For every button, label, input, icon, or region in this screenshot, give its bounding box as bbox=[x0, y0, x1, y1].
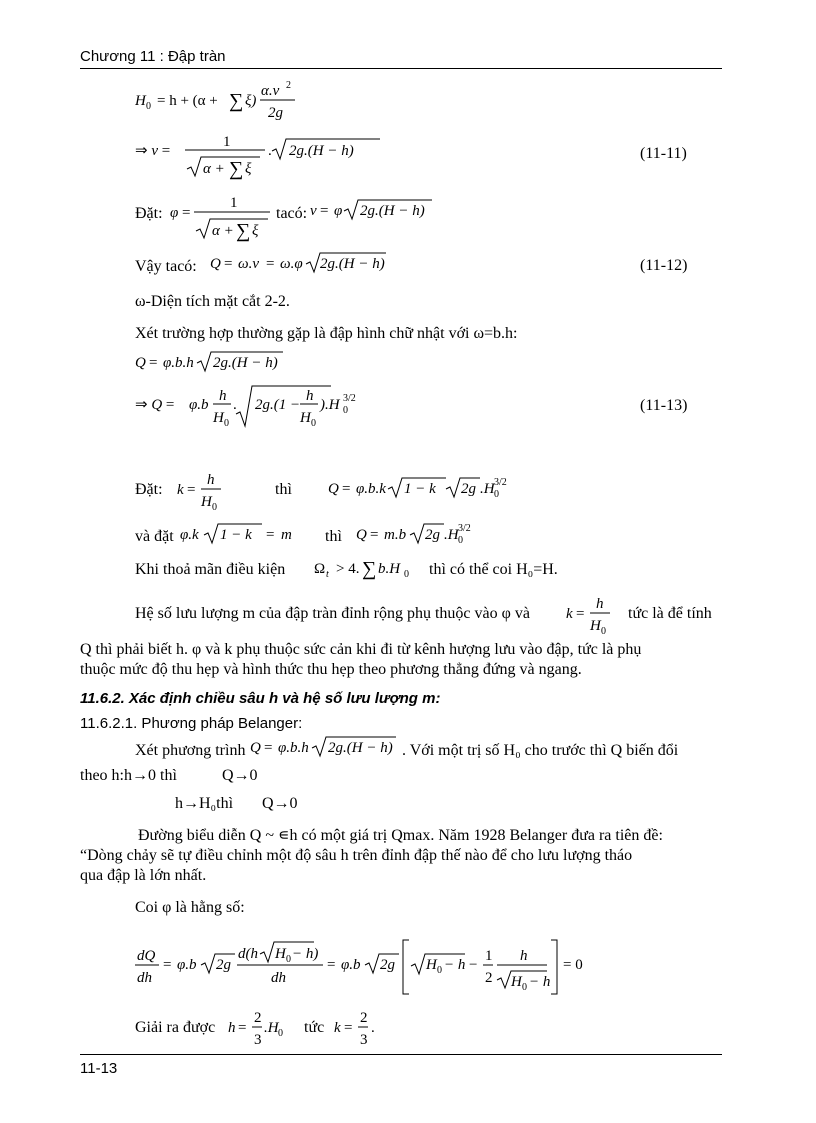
svg-text:=: = bbox=[576, 606, 585, 622]
equation-phi bbox=[170, 188, 280, 244]
svg-text:=: = bbox=[264, 740, 273, 756]
svg-text:∑: ∑ bbox=[236, 220, 251, 242]
svg-text:.: . bbox=[371, 1020, 375, 1036]
label-taco: tacó: bbox=[276, 205, 308, 222]
svg-text:φ.b.h: φ.b.h bbox=[163, 355, 194, 371]
svg-text:φ.b: φ.b bbox=[189, 397, 209, 413]
svg-text:Q: Q bbox=[210, 256, 221, 272]
svg-text:2g.(H − h): 2g.(H − h) bbox=[328, 740, 393, 756]
eq-number-11-12: (11-12) bbox=[640, 257, 688, 274]
section-heading: 11.6.2. Xác định chiều sâu h và hệ số lưu lượng m: bbox=[80, 690, 441, 707]
svg-text:− h: − h bbox=[444, 957, 466, 973]
svg-text:2: 2 bbox=[286, 80, 291, 91]
para1-post: tức là để tính bbox=[628, 605, 712, 622]
footer-rule bbox=[80, 1054, 722, 1055]
svg-text:dh: dh bbox=[137, 970, 152, 986]
rect-case-text: Xét trường hợp thường gặp là đập hình chữ nhật với ω=b.h: bbox=[135, 325, 518, 342]
svg-text:= h + (α +: = h + (α + bbox=[157, 93, 218, 109]
label-vay-taco: Vậy tacó: bbox=[135, 258, 197, 275]
equation-h0 bbox=[135, 76, 325, 122]
belanger-post: . Với một trị số H₀ cho trước thì Q biến đổi bbox=[402, 742, 679, 759]
equation-k-inline bbox=[564, 590, 624, 636]
svg-text:0: 0 bbox=[494, 489, 499, 500]
svg-text:=: = bbox=[266, 527, 275, 543]
belanger-line2b: Q→0 bbox=[222, 767, 258, 784]
equation-derivative bbox=[135, 936, 595, 998]
svg-text:2g: 2g bbox=[425, 527, 440, 543]
svg-text:α +: α + bbox=[212, 223, 234, 239]
equation-q-m bbox=[356, 518, 506, 548]
svg-text:=: = bbox=[163, 957, 172, 973]
svg-text:m.b: m.b bbox=[384, 527, 407, 543]
equation-k-def bbox=[175, 466, 235, 512]
svg-text:k: k bbox=[177, 482, 184, 498]
svg-text:=: = bbox=[149, 355, 158, 371]
svg-text:=: = bbox=[187, 482, 196, 498]
svg-text:2g.(H − h): 2g.(H − h) bbox=[320, 256, 385, 272]
svg-text:ω.φ: ω.φ bbox=[280, 256, 303, 272]
svg-text:Q: Q bbox=[250, 740, 261, 756]
svg-text:H: H bbox=[426, 957, 437, 973]
coi-phi-text: Coi φ là hằng số: bbox=[135, 899, 245, 916]
svg-text:.H: .H bbox=[444, 527, 459, 543]
svg-text:⇒ Q =: ⇒ Q = bbox=[135, 397, 175, 413]
eq-number-11-11: (11-11) bbox=[640, 145, 687, 162]
belanger-line2a: theo h:h→0 thì bbox=[80, 767, 177, 784]
svg-text:Ω: Ω bbox=[314, 561, 326, 577]
svg-text:Q: Q bbox=[135, 355, 146, 371]
equation-q-k bbox=[328, 472, 508, 502]
svg-text:0: 0 bbox=[311, 418, 316, 429]
svg-text:3/2: 3/2 bbox=[494, 477, 507, 488]
svg-text:H: H bbox=[275, 946, 286, 962]
svg-text:H: H bbox=[300, 410, 311, 426]
svg-text:k: k bbox=[334, 1020, 341, 1036]
equation-q-rect bbox=[135, 348, 315, 376]
svg-text:3/2: 3/2 bbox=[458, 523, 471, 534]
svg-text:0: 0 bbox=[286, 954, 291, 965]
svg-text:t: t bbox=[326, 569, 329, 580]
svg-text:Q: Q bbox=[356, 527, 367, 543]
svg-text:− h: − h bbox=[529, 974, 551, 990]
svg-text:= 0: = 0 bbox=[563, 957, 583, 973]
tuc-text: tức bbox=[304, 1019, 325, 1036]
svg-text:− h): − h) bbox=[292, 946, 319, 962]
svg-text:1: 1 bbox=[223, 134, 231, 150]
svg-text:0: 0 bbox=[343, 405, 348, 416]
label-va-dat: và đặt bbox=[135, 528, 174, 545]
svg-text:H: H bbox=[590, 618, 601, 634]
belanger-pre: Xét phương trình bbox=[135, 742, 246, 759]
svg-text:∑: ∑ bbox=[229, 90, 244, 112]
svg-text:.: . bbox=[268, 143, 272, 159]
label-dat-phi: Đặt: bbox=[135, 205, 163, 222]
svg-text:φ.b.h: φ.b.h bbox=[278, 740, 309, 756]
svg-text:b.H: b.H bbox=[378, 561, 401, 577]
svg-text:2g: 2g bbox=[461, 481, 476, 497]
svg-text:h: h bbox=[520, 948, 528, 964]
svg-text:> 4.: > 4. bbox=[336, 561, 360, 577]
belanger-p3: qua đập là lớn nhất. bbox=[80, 867, 207, 884]
svg-text:φ.b.k: φ.b.k bbox=[356, 481, 386, 497]
svg-text:φ.k: φ.k bbox=[180, 527, 199, 543]
svg-text:ξ: ξ bbox=[252, 223, 259, 239]
svg-text:=: = bbox=[327, 957, 336, 973]
equation-condition bbox=[312, 553, 442, 583]
header-rule bbox=[80, 68, 722, 69]
cond-post-text: thì có thể coi H₀=H. bbox=[429, 561, 558, 578]
svg-text:h: h bbox=[219, 388, 227, 404]
svg-text:φ: φ bbox=[334, 203, 343, 219]
svg-text:=: = bbox=[224, 256, 233, 272]
svg-text:=: = bbox=[266, 256, 275, 272]
svg-text:H: H bbox=[201, 494, 212, 510]
svg-text:.: . bbox=[233, 397, 237, 413]
svg-text:3/2: 3/2 bbox=[343, 393, 356, 404]
equation-k-solution bbox=[334, 1004, 394, 1050]
svg-text:H: H bbox=[213, 410, 224, 426]
svg-text:α.v: α.v bbox=[261, 83, 280, 99]
svg-text:).H: ).H bbox=[320, 397, 340, 413]
svg-text:0: 0 bbox=[212, 502, 217, 512]
giai-ra-text: Giải ra được bbox=[135, 1019, 216, 1036]
svg-text:2g.(H − h): 2g.(H − h) bbox=[360, 203, 425, 219]
svg-text:2: 2 bbox=[254, 1010, 262, 1026]
svg-text:=: = bbox=[342, 481, 351, 497]
svg-text:1: 1 bbox=[485, 948, 493, 964]
para1-line2: Q thì phải biết h. φ và k phụ thuộc sức cản khi đi từ kênh hượng lưu vào đập, tức là phụ bbox=[80, 641, 642, 658]
svg-text:1: 1 bbox=[230, 195, 238, 211]
svg-text:2g: 2g bbox=[268, 105, 283, 121]
svg-text:H: H bbox=[511, 974, 522, 990]
eq-number-11-13: (11-13) bbox=[640, 397, 688, 414]
equation-m-def bbox=[178, 520, 298, 548]
svg-text:⇒ v =: ⇒ v = bbox=[135, 143, 171, 159]
svg-text:d(h: d(h bbox=[238, 946, 258, 962]
svg-text:0: 0 bbox=[224, 418, 229, 429]
svg-text:2: 2 bbox=[360, 1010, 368, 1026]
svg-text:φ: φ bbox=[170, 205, 179, 221]
svg-text:ω.v: ω.v bbox=[238, 256, 259, 272]
svg-text:k: k bbox=[566, 606, 573, 622]
svg-text:0: 0 bbox=[522, 982, 527, 993]
svg-text:3: 3 bbox=[360, 1032, 368, 1048]
svg-text:=: = bbox=[344, 1020, 353, 1036]
svg-text:h: h bbox=[228, 1020, 236, 1036]
page-header: Chương 11 : Đập tràn bbox=[80, 48, 226, 65]
svg-text:ξ): ξ) bbox=[245, 93, 257, 109]
svg-text:.H: .H bbox=[480, 481, 495, 497]
svg-text:dh: dh bbox=[271, 970, 286, 986]
svg-text:0: 0 bbox=[601, 626, 606, 636]
label-thi-2: thì bbox=[325, 528, 342, 545]
svg-text:2: 2 bbox=[485, 970, 493, 986]
svg-text:φ.b: φ.b bbox=[341, 957, 361, 973]
equation-q-rect2 bbox=[135, 382, 395, 432]
svg-text:m: m bbox=[281, 527, 292, 543]
svg-text:−: − bbox=[469, 957, 478, 973]
cond-pre-text: Khi thoả mãn điều kiện bbox=[135, 561, 286, 578]
belanger-line3b: Q→0 bbox=[262, 795, 298, 812]
para1-line3: thuộc mức độ thu hẹp và hình thức thu hẹp theo phương thẳng đứng và ngang. bbox=[80, 661, 582, 678]
subsection-heading: 11.6.2.1. Phương pháp Belanger: bbox=[80, 715, 303, 732]
svg-text:=: = bbox=[320, 203, 329, 219]
svg-text:∑: ∑ bbox=[362, 558, 377, 580]
label-dat-k: Đặt: bbox=[135, 481, 163, 498]
svg-text:2g.(1 −: 2g.(1 − bbox=[255, 397, 301, 413]
svg-text:2g.(H − h): 2g.(H − h) bbox=[289, 143, 354, 159]
svg-text:1 − k: 1 − k bbox=[220, 527, 252, 543]
svg-text:3: 3 bbox=[254, 1032, 262, 1048]
svg-text:=: = bbox=[182, 205, 191, 221]
svg-text:=: = bbox=[238, 1020, 247, 1036]
svg-text:h: h bbox=[207, 472, 215, 488]
svg-text:dQ: dQ bbox=[137, 948, 156, 964]
svg-text:H: H bbox=[135, 93, 146, 109]
svg-text:2g: 2g bbox=[380, 957, 395, 973]
label-thi: thì bbox=[275, 481, 292, 498]
belanger-p2: “Dòng chảy sẽ tự điều chỉnh một độ sâu h trên đỉnh đập thế nào để cho lưu lượng tháo bbox=[80, 847, 633, 864]
svg-text:φ.b: φ.b bbox=[177, 957, 197, 973]
svg-text:h: h bbox=[596, 596, 604, 612]
belanger-p1: Đường biểu diễn Q ~ ∊h có một giá trị Qmax. Năm 1928 Belanger đưa ra tiên đề: bbox=[138, 827, 663, 844]
equation-v bbox=[135, 124, 395, 184]
svg-text:2g: 2g bbox=[216, 957, 231, 973]
svg-text:0: 0 bbox=[437, 965, 442, 976]
svg-text:0: 0 bbox=[146, 101, 151, 112]
svg-text:0: 0 bbox=[404, 569, 409, 580]
svg-text:∑: ∑ bbox=[229, 158, 244, 180]
svg-text:ξ: ξ bbox=[245, 161, 252, 177]
svg-text:0: 0 bbox=[458, 535, 463, 546]
svg-text:=: = bbox=[370, 527, 379, 543]
equation-q bbox=[210, 249, 390, 277]
svg-text:Q: Q bbox=[328, 481, 339, 497]
svg-text:2g.(H − h): 2g.(H − h) bbox=[213, 355, 278, 371]
svg-text:α +: α + bbox=[203, 161, 225, 177]
belanger-line3a: h→H₀thì bbox=[175, 795, 234, 812]
equation-v-phi bbox=[310, 196, 440, 224]
omega-definition: ω-Diện tích mặt cắt 2-2. bbox=[135, 293, 290, 310]
svg-text:0: 0 bbox=[278, 1028, 283, 1039]
svg-text:v: v bbox=[310, 203, 317, 219]
para1-pre: Hệ số lưu lượng m của đập tràn đỉnh rộng phụ thuộc vào φ và bbox=[135, 605, 530, 622]
svg-text:1 − k: 1 − k bbox=[404, 481, 436, 497]
svg-text:h: h bbox=[306, 388, 314, 404]
svg-text:.H: .H bbox=[264, 1020, 279, 1036]
page-number: 11-13 bbox=[80, 1060, 118, 1077]
